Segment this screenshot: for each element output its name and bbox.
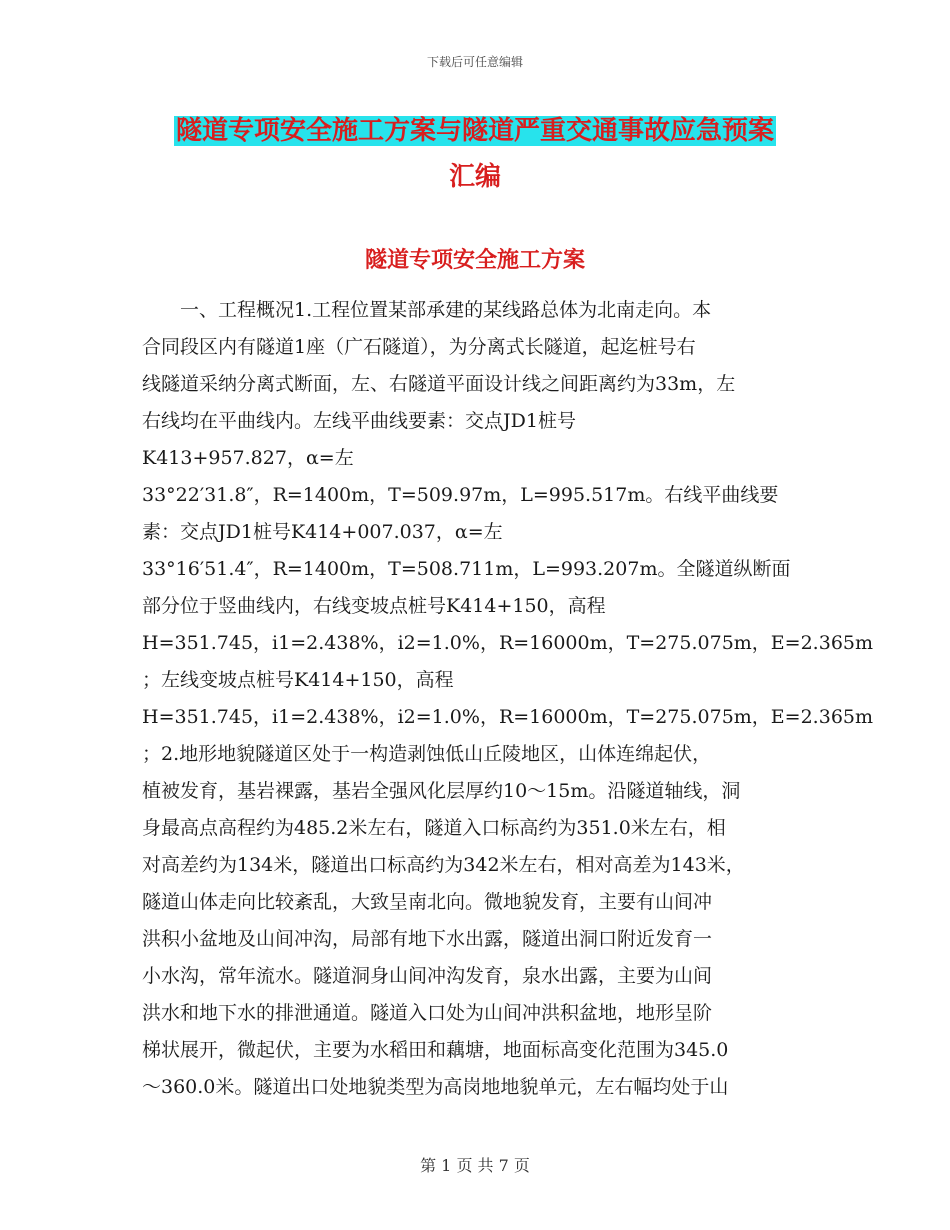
body-line: 素：交点JD1桩号K414+007.037，α=左 xyxy=(142,521,503,543)
body-line: 对高差约为134米，隧道出口标高约为342米左右，相对高差为143米， xyxy=(142,854,745,876)
title-line-2: 汇编 xyxy=(448,162,501,192)
body-line: 合同段区内有隧道1座（广石隧道），为分离式长隧道，起迄桩号右 xyxy=(142,336,696,358)
body-line: 洪水和地下水的排泄通道。隧道入口处为山间冲洪积盆地，地形呈阶 xyxy=(142,1002,713,1024)
body-line: 身最高点高程约为485.2米左右，隧道入口标高约为351.0米左右，相 xyxy=(142,817,726,839)
body-line: ～360.0米。隧道出口处地貌类型为高岗地地貌单元，左右幅均处于山 xyxy=(142,1076,729,1098)
body-line: 隧道山体走向比较紊乱，大致呈南北向。微地貌发育，主要有山间冲 xyxy=(142,891,713,913)
body-line: H=351.745，i1=2.438%，i2=1.0%，R=16000m，T=275.075m，E=2.365m xyxy=(142,632,874,654)
body-line: 一、工程概况1.工程位置某部承建的某线路总体为北南走向。本 xyxy=(142,299,712,321)
document-title xyxy=(0,108,950,200)
body-line: 洪积小盆地及山间冲沟，局部有地下水出露，隧道出洞口附近发育一 xyxy=(142,928,713,950)
body-line: ；左线变坡点桩号K414+150，高程 xyxy=(142,669,454,691)
body-line: K413+957.827，α=左 xyxy=(142,447,354,469)
body-line: 右线均在平曲线内。左线平曲线要素：交点JD1桩号 xyxy=(142,410,576,432)
page-footer: 第 1 页 共 7 页 xyxy=(420,1156,530,1175)
section-title: 隧道专项安全施工方案 xyxy=(364,248,585,273)
body-line: 线隧道采纳分离式断面，左、右隧道平面设计线之间距离约为33m，左 xyxy=(142,373,736,395)
body-line: ；2.地形地貌隧道区处于一构造剥蚀低山丘陵地区，山体连绵起伏， xyxy=(142,743,712,765)
body-line: 小水沟，常年流水。隧道洞身山间冲沟发育，泉水出露，主要为山间 xyxy=(142,965,713,987)
body-line: H=351.745，i1=2.438%，i2=1.0%，R=16000m，T=275.075m，E=2.365m xyxy=(142,706,874,728)
body-line: 植被发育，基岩裸露，基岩全强风化层厚约10～15m。沿隧道轴线，洞 xyxy=(142,780,741,802)
body-line: 33°16′51.4″，R=1400m，T=508.711m，L=993.207m。全隧道纵断面 xyxy=(142,558,791,580)
body-text xyxy=(142,292,874,1106)
body-line: 33°22′31.8″，R=1400m，T=509.97m，L=995.517m。右线平曲线要 xyxy=(142,484,779,506)
body-line: 梯状展开，微起伏，主要为水稻田和藕塘，地面标高变化范围为345.0 xyxy=(142,1039,729,1061)
body-line: 部分位于竖曲线内，右线变坡点桩号K414+150，高程 xyxy=(142,595,606,617)
header-note: 下载后可任意编辑 xyxy=(426,55,523,69)
title-line-1: 隧道专项安全施工方案与隧道严重交通事故应急预案 xyxy=(175,116,774,146)
